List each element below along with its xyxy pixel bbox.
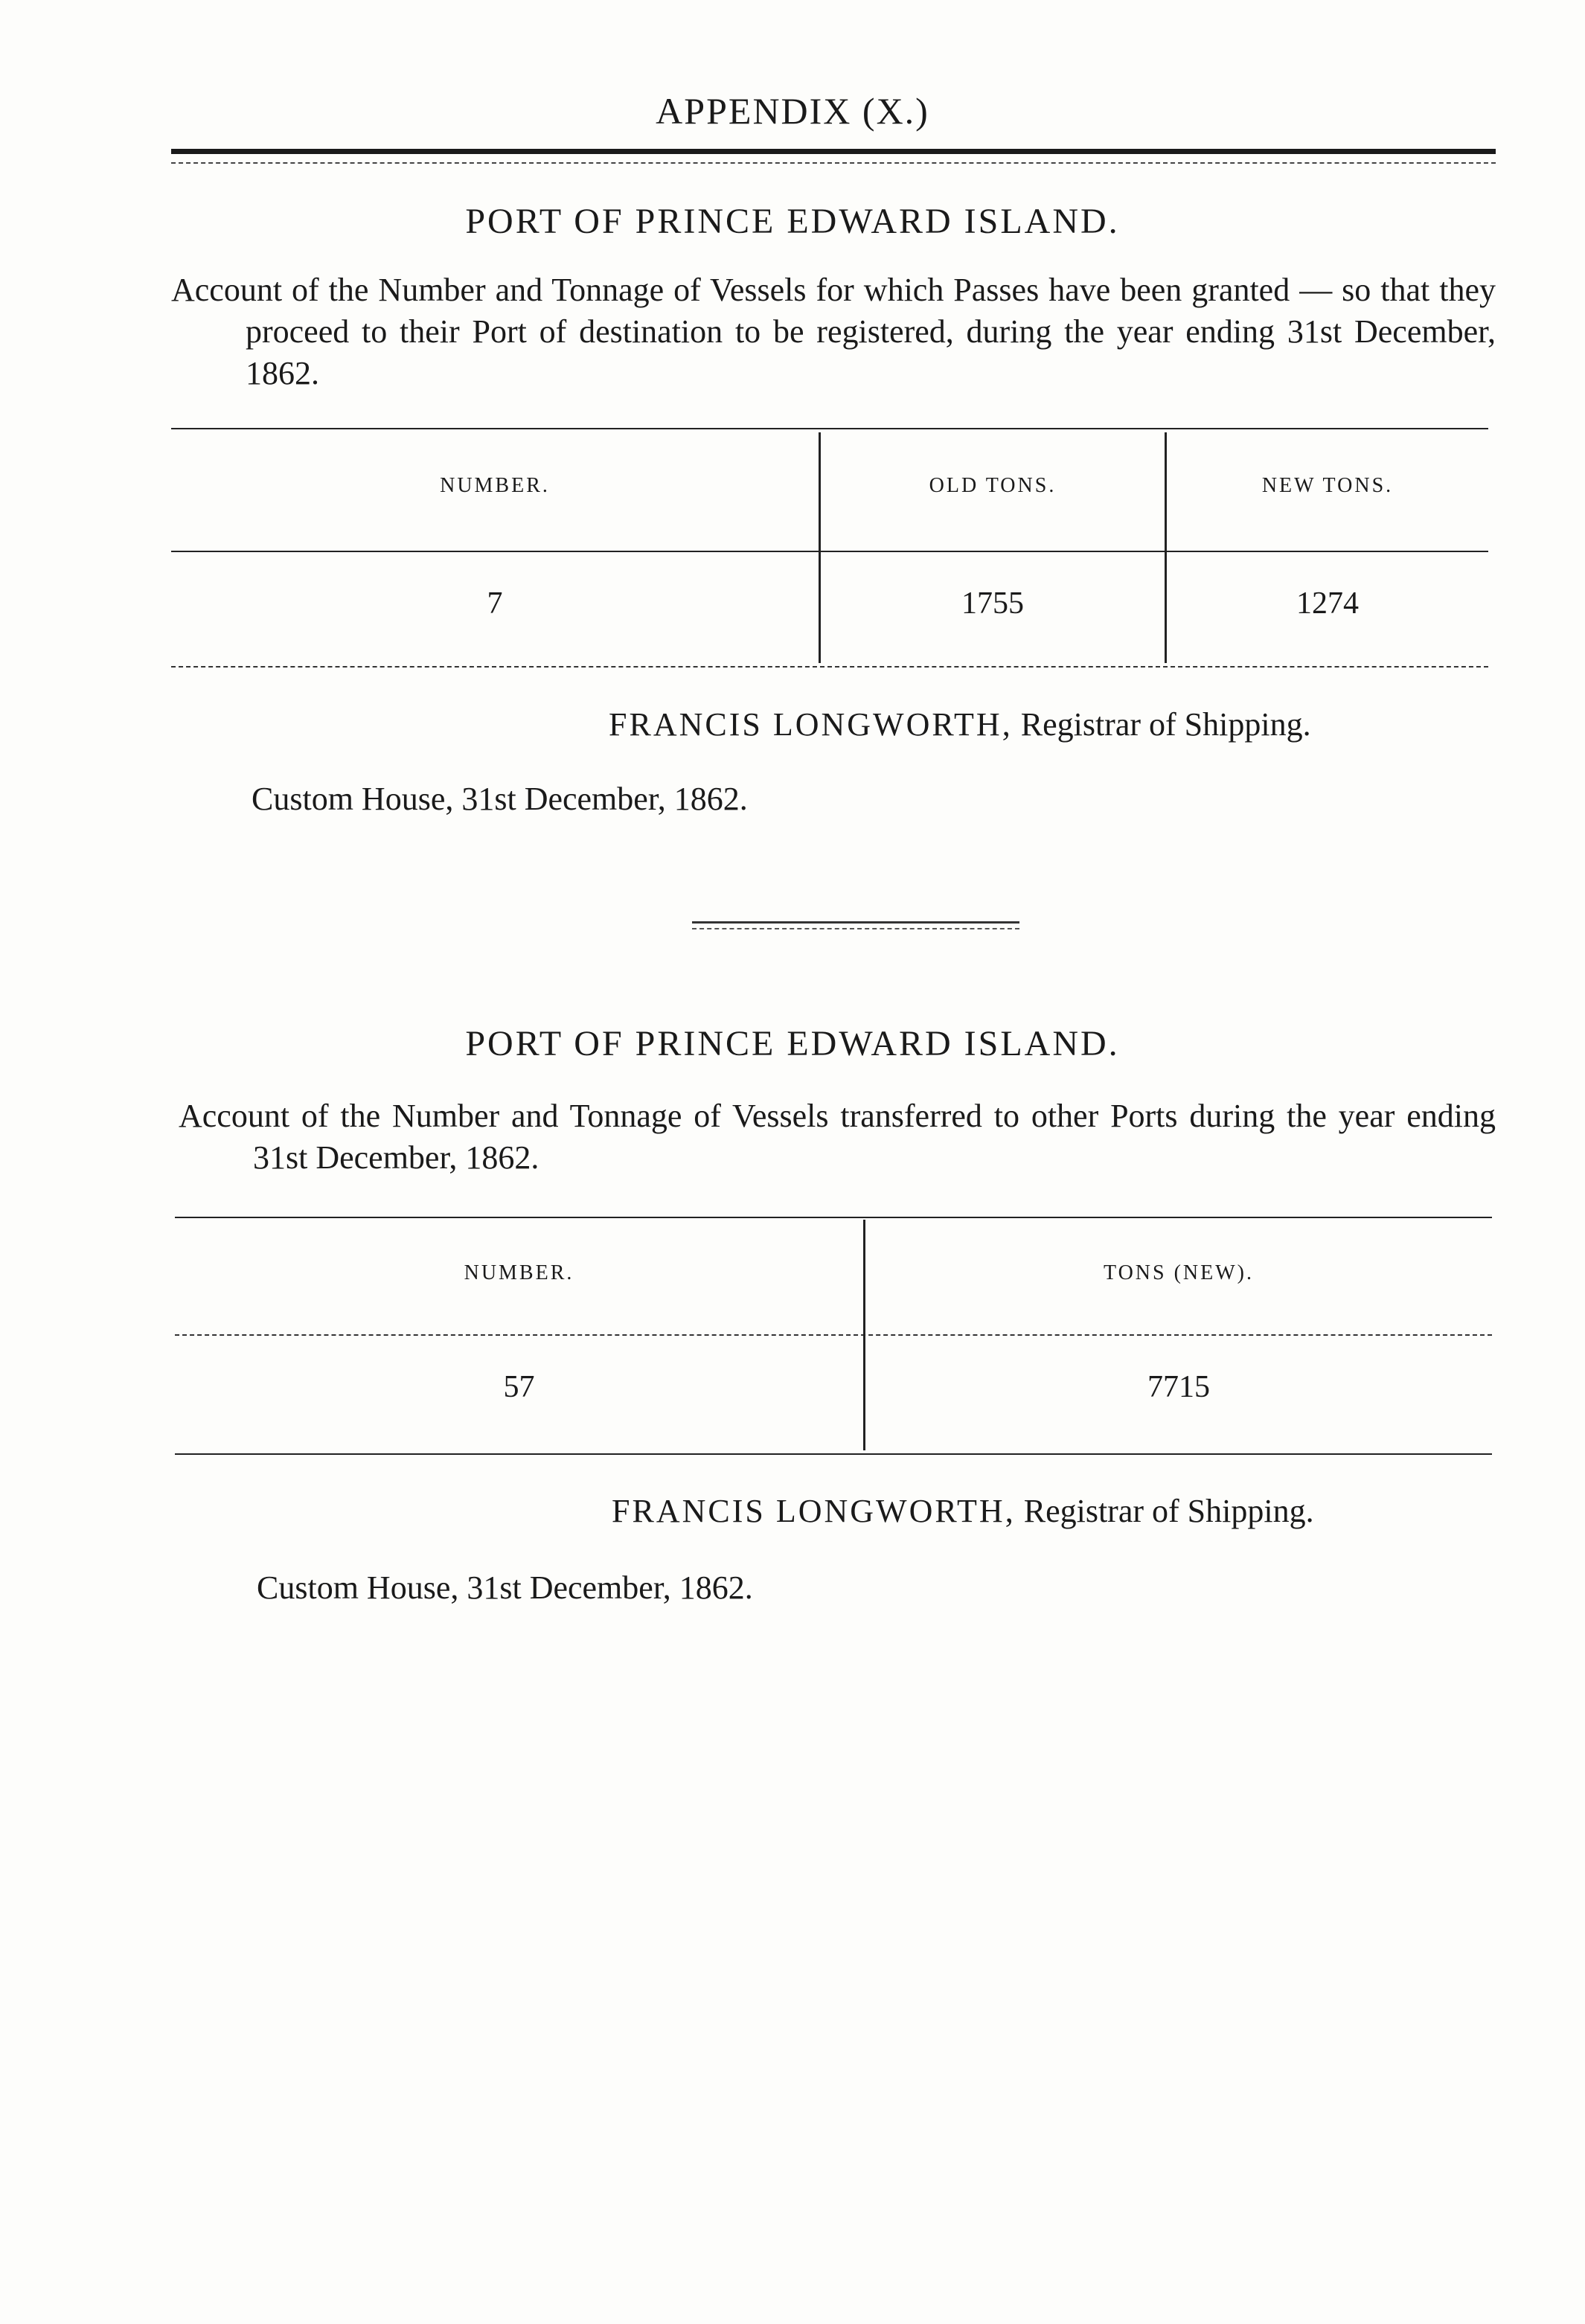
- column-divider: [1165, 432, 1167, 663]
- section1-title: PORT OF PRINCE EDWARD ISLAND.: [465, 202, 1120, 241]
- registrar-role: Registrar of Shipping.: [1023, 1493, 1314, 1529]
- header-rule: [171, 149, 1496, 154]
- section1-dated: Custom House, 31st December, 1862.: [252, 781, 748, 817]
- cell-new-tons: 1274: [1296, 586, 1359, 621]
- section-separator: [692, 921, 1019, 929]
- section1-signature: [609, 705, 1311, 743]
- cell-number: 7: [487, 586, 503, 621]
- section1-description: Account of the Number and Tonnage of Vessels for which Passes have been granted — so that they proceed to their Port of destination to be registered, during the year ending 31st December, 1862.: [171, 272, 1496, 391]
- registrar-name: FRANCIS LONGWORTH,: [612, 1493, 1016, 1529]
- table-top-rule: [175, 1217, 1492, 1218]
- cell-number: 57: [503, 1370, 535, 1404]
- section1-table: [171, 428, 1488, 666]
- table-bottom-rule: [171, 666, 1488, 668]
- table-header-rule: [175, 1334, 1492, 1336]
- section2-title: PORT OF PRINCE EDWARD ISLAND.: [465, 1024, 1120, 1063]
- header-new-tons: NEW TONS.: [1261, 474, 1394, 497]
- cell-tons-new: 7715: [1147, 1370, 1210, 1404]
- registrar-name: FRANCIS LONGWORTH,: [609, 706, 1013, 743]
- header-number: NUMBER.: [464, 1261, 574, 1284]
- header-rule-dashed: [171, 162, 1496, 164]
- section2-description: Account of the Number and Tonnage of Vessels transferred to other Ports during the year ending 31st December, 1862.: [179, 1098, 1496, 1176]
- table-bottom-rule: [175, 1453, 1492, 1455]
- section2-table: [175, 1217, 1492, 1455]
- registrar-role: Registrar of Shipping.: [1020, 706, 1311, 743]
- table-header-rule: [171, 551, 1488, 552]
- column-divider: [863, 1220, 865, 1450]
- section2-dated: Custom House, 31st December, 1862.: [257, 1569, 753, 1606]
- header-old-tons: OLD TONS.: [929, 474, 1057, 497]
- section2-signature: [612, 1492, 1314, 1530]
- header-number: NUMBER.: [440, 474, 550, 497]
- cell-old-tons: 1755: [961, 586, 1024, 621]
- column-divider: [819, 432, 821, 663]
- header-tons-new: TONS (NEW).: [1103, 1261, 1254, 1284]
- table-top-rule: [171, 428, 1488, 429]
- appendix-title: APPENDIX (X.): [656, 90, 929, 132]
